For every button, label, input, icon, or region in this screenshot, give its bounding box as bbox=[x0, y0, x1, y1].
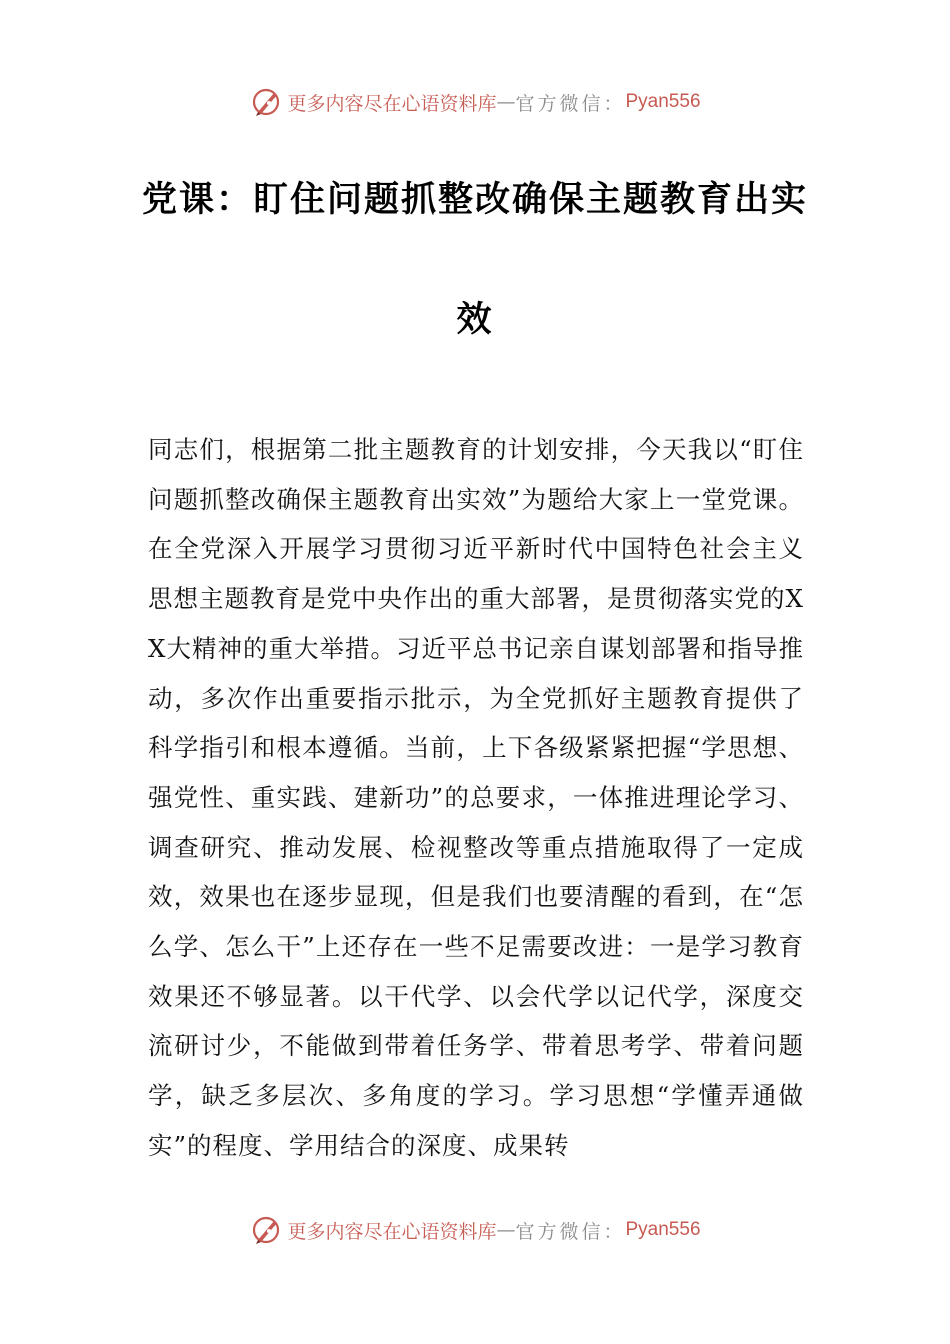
watermark-dash: — bbox=[496, 91, 516, 113]
watermark-sub-text: 官方微信： bbox=[515, 92, 626, 115]
watermark-main-text: 更多内容尽在心语资料库 bbox=[287, 92, 497, 115]
watermark-wechat-id: Pyan556 bbox=[625, 1219, 701, 1240]
pen-circle-icon bbox=[249, 85, 283, 119]
watermark-sub-text: 官方微信： bbox=[515, 1220, 626, 1243]
watermark-dash: — bbox=[496, 1219, 516, 1241]
body-paragraph: 同志们，根据第二批主题教育的计划安排，今天我以“盯住问题抓整改确保主题教育出实效”为题给大家上一堂党课。在全党深入开展学习贯彻习近平新时代中国特色社会主义思想主题教育是党中央作出的重大部署，是贯彻落实党的XX大精神的重大举措。习近平总书记亲自谋划部署和指导推动，多次作出重要指示批示，为全党抓好主题教育提供了科学指引和根本遵循。当前，上下各级紧紧把握“学思想、强党性、重实践、建新功”的总要求，一体推进理论学习、调查研究、推动发展、检视整改等重点措施取得了一定成效，效果也在逐步显现，但是我们也要清醒的看到，在“怎么学、怎么干”上还存在一些不足需要改进：一是学习教育效果还不够显著。以干代学、以会代学以记代学，深度交流研讨少，不能做到带着任务学、带着思考学、带着问题学，缺乏多层次、多角度的学习。学习思想“学懂弄通做实”的程度、学用结合的深度、成果转 bbox=[148, 435, 804, 1160]
footer-watermark bbox=[0, 1210, 950, 1250]
pen-circle-icon bbox=[249, 1213, 283, 1247]
document-title-line1: 党课：盯住问题抓整改确保主题教育出实 bbox=[141, 180, 808, 220]
header-watermark bbox=[0, 82, 950, 122]
document-title-line2: 效 bbox=[456, 300, 494, 340]
watermark-main-text: 更多内容尽在心语资料库 bbox=[287, 1220, 497, 1243]
watermark-wechat-id: Pyan556 bbox=[625, 91, 701, 112]
